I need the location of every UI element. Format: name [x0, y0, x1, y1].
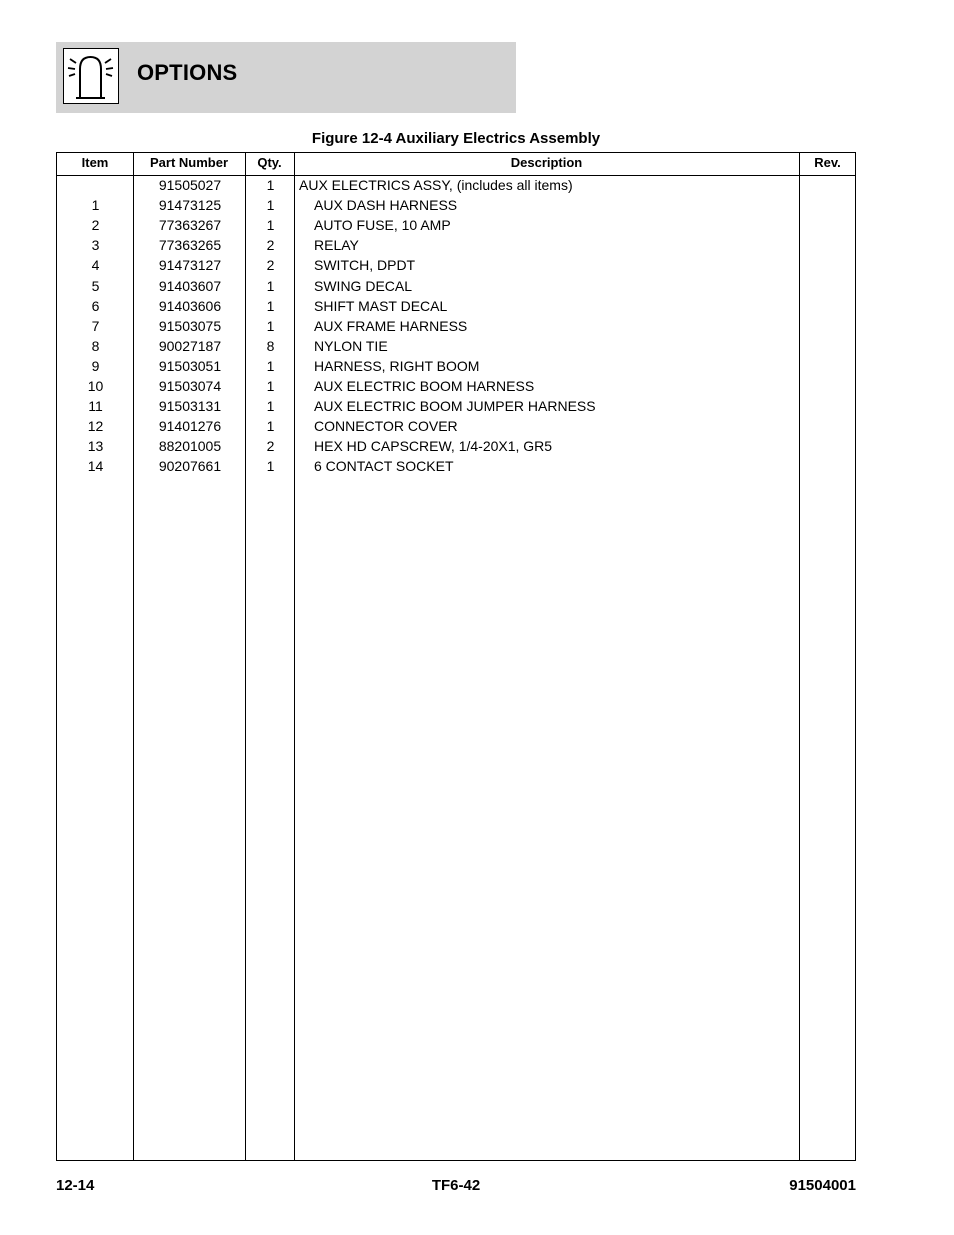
table-row — [57, 255, 855, 275]
qty-cell: 1 — [266, 398, 275, 415]
figure-caption: Figure 12-4 Auxiliary Electrics Assembly — [311, 130, 601, 147]
description-cell: NYLON TIE — [314, 337, 388, 354]
description-cell: AUX ELECTRIC BOOM HARNESS — [314, 378, 535, 394]
qty-cell: 1 — [266, 418, 275, 435]
part-number-cell: 88201005 — [158, 438, 222, 455]
column-header-qty: Qty. — [257, 155, 282, 170]
part-number-cell: 91473125 — [158, 197, 222, 214]
item-cell: 11 — [88, 398, 103, 415]
qty-cell: 1 — [266, 458, 275, 475]
table-row — [57, 215, 855, 235]
part-number-cell: 91503131 — [158, 398, 222, 415]
document-number: 91504001 — [789, 1177, 856, 1194]
qty-cell: 1 — [266, 317, 275, 334]
beacon-light-icon — [63, 48, 119, 104]
description-cell: SWING DECAL — [314, 277, 413, 294]
column-header-item: Item — [81, 155, 109, 170]
description-cell: SHIFT MAST DECAL — [314, 297, 448, 314]
description-cell: AUX ELECTRIC BOOM JUMPER HARNESS — [314, 398, 596, 415]
table-row — [57, 356, 855, 376]
part-number-cell: 91473127 — [158, 257, 222, 274]
part-number-cell: 91403606 — [158, 297, 222, 314]
part-number-cell: 91503075 — [158, 317, 222, 334]
qty-cell: 1 — [266, 197, 275, 214]
qty-cell: 1 — [266, 217, 275, 234]
part-number-cell: 90207661 — [158, 458, 222, 475]
item-cell: 6 — [91, 297, 100, 314]
description-cell: AUX ELECTRICS ASSY, (includes all items) — [299, 177, 573, 193]
item-cell: 8 — [91, 337, 100, 354]
item-cell: 10 — [87, 378, 104, 394]
item-cell: 1 — [91, 197, 100, 214]
item-cell: 3 — [91, 237, 100, 254]
qty-cell: 2 — [266, 257, 275, 274]
item-cell: 2 — [91, 217, 100, 234]
qty-cell: 1 — [266, 378, 275, 394]
qty-cell: 2 — [266, 438, 275, 455]
model-label: TF6-42 — [431, 1177, 481, 1194]
column-header-part-number: Part Number — [149, 155, 229, 170]
header-band — [56, 42, 516, 113]
part-number-cell: 91503074 — [158, 378, 222, 394]
table-row — [57, 235, 855, 255]
item-cell: 7 — [91, 317, 100, 334]
description-cell: RELAY — [314, 237, 359, 254]
column-header-rev: Rev. — [814, 155, 841, 170]
description-cell: AUX FRAME HARNESS — [314, 317, 468, 334]
table-row — [57, 436, 855, 456]
table-row — [57, 195, 855, 215]
description-cell: SWITCH, DPDT — [314, 257, 416, 274]
description-cell: AUX DASH HARNESS — [314, 197, 458, 214]
table-row — [57, 396, 855, 416]
table-row — [57, 416, 855, 436]
table-row — [57, 296, 855, 316]
description-cell: AUTO FUSE, 10 AMP — [314, 217, 451, 234]
description-cell: CONNECTOR COVER — [314, 418, 458, 435]
part-number-cell: 90027187 — [158, 337, 222, 354]
column-header-description: Description — [510, 155, 583, 170]
table-row — [57, 316, 855, 336]
table-row — [57, 175, 855, 195]
qty-cell: 1 — [266, 277, 275, 294]
qty-cell: 8 — [266, 337, 275, 354]
part-number-cell: 91503051 — [158, 357, 222, 374]
part-number-cell: 91505027 — [158, 177, 222, 193]
qty-cell: 2 — [266, 237, 275, 254]
item-cell: 14 — [87, 458, 104, 475]
item-cell: 13 — [87, 438, 104, 455]
item-cell: 4 — [91, 257, 100, 274]
item-cell: 12 — [87, 418, 104, 435]
item-cell: 9 — [91, 357, 100, 374]
item-cell: 5 — [91, 277, 100, 294]
part-number-cell: 77363267 — [158, 217, 222, 234]
section-title: OPTIONS — [137, 60, 238, 85]
page-number: 12-14 — [56, 1177, 95, 1194]
description-cell: HEX HD CAPSCREW, 1/4-20X1, GR5 — [314, 438, 553, 455]
table-row — [57, 276, 855, 296]
table-row — [57, 456, 855, 476]
table-row — [57, 336, 855, 356]
qty-cell: 1 — [266, 177, 275, 193]
parts-table — [56, 152, 856, 1161]
description-cell: 6 CONTACT SOCKET — [314, 458, 454, 475]
part-number-cell: 91401276 — [158, 418, 222, 435]
qty-cell: 1 — [266, 357, 275, 374]
description-cell: HARNESS, RIGHT BOOM — [314, 357, 480, 374]
part-number-cell: 77363265 — [158, 237, 222, 254]
part-number-cell: 91403607 — [158, 277, 222, 294]
table-row — [57, 376, 855, 396]
qty-cell: 1 — [266, 297, 275, 314]
